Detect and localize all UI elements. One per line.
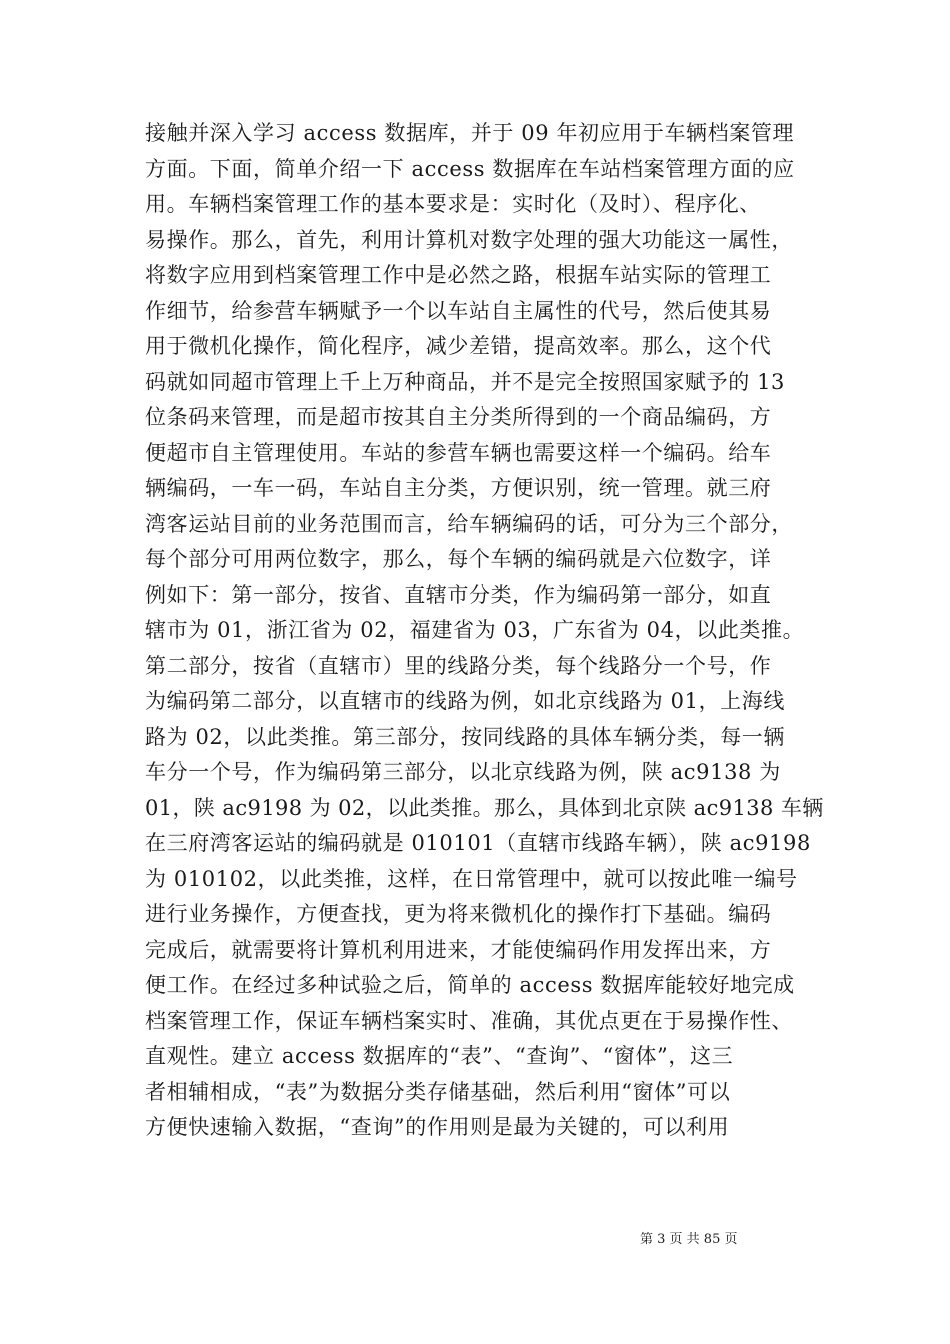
text-line: 直观性。建立 access 数据库的“表”、“查询”、“窗体”，这三 <box>145 1044 734 1068</box>
body-paragraph <box>145 116 825 1146</box>
text-line: 易操作。那么，首先，利用计算机对数字处理的强大功能这一属性， <box>145 227 793 252</box>
text-line: 用于微机化操作，简化程序，减少差错，提高效率。那么，这个代 <box>145 334 772 358</box>
text-line: 湾客运站目前的业务范围而言，给车辆编码的话，可分为三个部分， <box>145 511 793 536</box>
text-line: 者相辅相成，“表”为数据分类存储基础，然后利用“窗体”可以 <box>145 1079 731 1104</box>
text-line: 为 010102，以此类推，这样，在日常管理中，就可以按此唯一编号 <box>145 866 798 891</box>
text-line: 例如下：第一部分，按省、直辖市分类，作为编码第一部分，如直 <box>145 582 772 607</box>
text-line: 用。车辆档案管理工作的基本要求是：实时化（及时）、程序化、 <box>145 192 761 216</box>
text-line: 为编码第二部分，以直辖市的线路为例，如北京线路为 01，上海线 <box>145 689 785 713</box>
text-line: 路为 02，以此类推。第三部分，按同线路的具体车辆分类，每一辆 <box>145 724 785 749</box>
text-line: 车分一个号，作为编码第三部分，以北京线路为例，陕 ac9138 为 <box>145 760 781 784</box>
text-line: 方便快速输入数据，“查询”的作用则是最为关键的，可以利用 <box>145 1115 730 1139</box>
text-line: 作细节，给参营车辆赋予一个以车站自主属性的代号，然后使其易 <box>145 298 772 323</box>
text-line: 辆编码，一车一码，车站自主分类，方便识别，统一管理。就三府 <box>145 476 772 500</box>
text-line: 将数字应用到档案管理工作中是必然之路，根据车站实际的管理工 <box>145 263 772 287</box>
text-line: 进行业务操作，方便查找，更为将来微机化的操作打下基础。编码 <box>145 902 772 926</box>
text-line: 档案管理工作，保证车辆档案实时、准确，其优点更在于易操作性、 <box>145 1008 793 1033</box>
text-line: 便工作。在经过多种试验之后，简单的 access 数据库能较好地完成 <box>145 973 795 997</box>
text-line: 01，陕 ac9198 为 02，以此类推。那么，具体到北京陕 ac9138 车辆 <box>145 795 824 820</box>
text-line: 接触并深入学习 access 数据库，并于 09 年初应用于车辆档案管理 <box>145 121 795 145</box>
text-line: 位条码来管理，而是超市按其自主分类所得到的一个商品编码，方 <box>145 405 772 429</box>
text-line: 在三府湾客运站的编码就是 010101（直辖市线路车辆），陕 ac9198 <box>145 831 811 855</box>
text-line: 辖市为 01，浙江省为 02，福建省为 03，广东省为 04，以此类推。 <box>145 618 805 642</box>
text-line: 便超市自主管理使用。车站的参营车辆也需要这样一个编码。给车 <box>145 440 772 465</box>
text-line: 码就如同超市管理上千上万种商品，并不是完全按照国家赋予的 13 <box>145 369 785 394</box>
text-line: 完成后，就需要将计算机利用进来，才能使编码作用发挥出来，方 <box>145 937 772 962</box>
page-number: 第 3 页 共 85 页 <box>640 1232 738 1247</box>
text-line: 第二部分，按省（直辖市）里的线路分类，每个线路分一个号，作 <box>145 653 772 678</box>
text-line: 方面。下面，简单介绍一下 access 数据库在车站档案管理方面的应 <box>145 156 795 181</box>
text-line: 每个部分可用两位数字，那么，每个车辆的编码就是六位数字，详 <box>145 547 772 571</box>
